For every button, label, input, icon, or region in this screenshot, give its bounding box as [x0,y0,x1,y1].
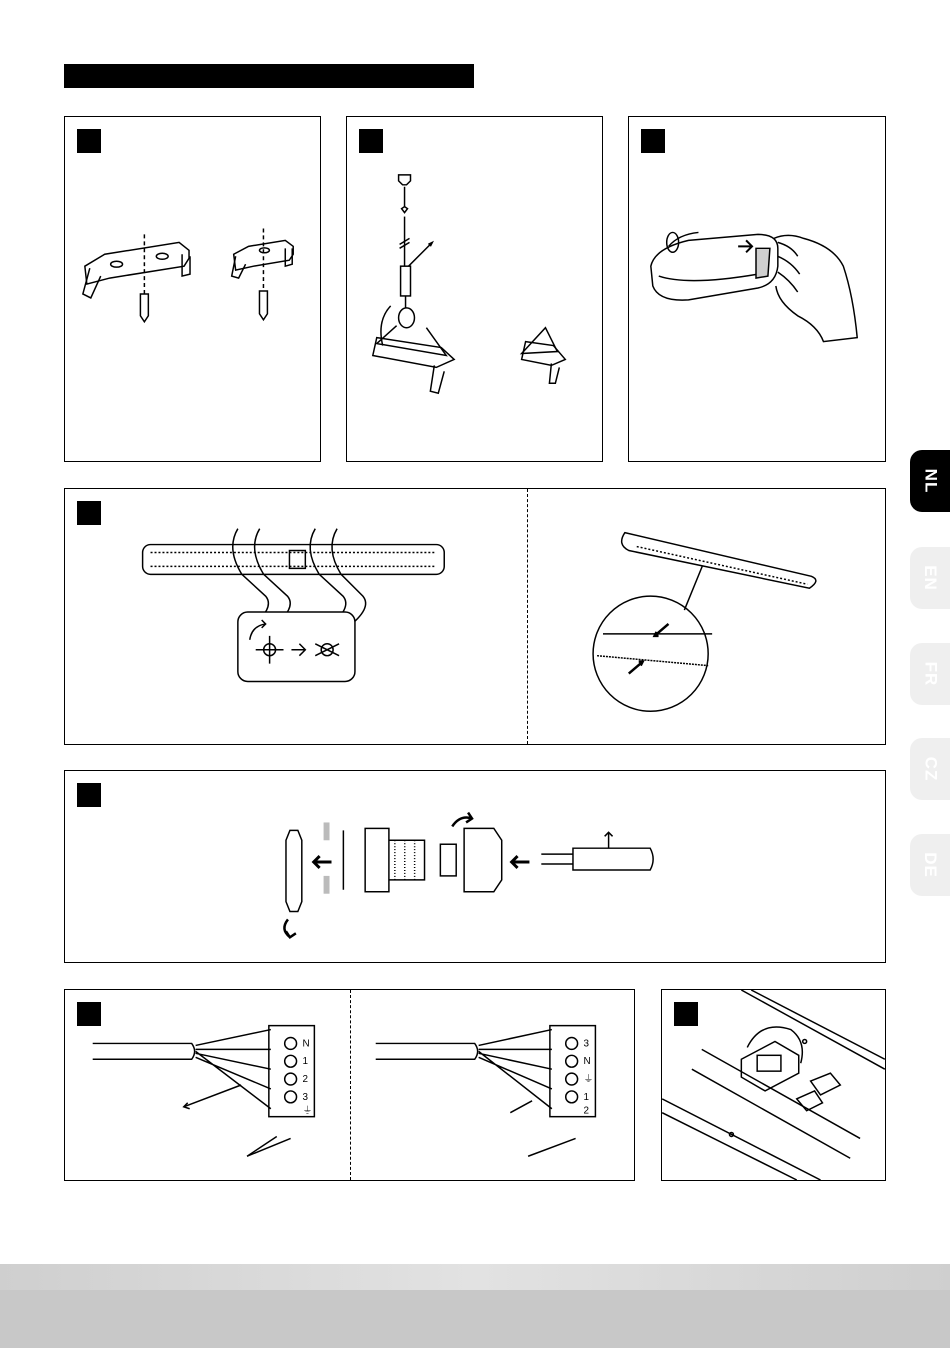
terminal-label: ⏚ [583,1074,594,1086]
hand-closing-clip-illustration [629,117,885,461]
section-title-bar [64,64,474,88]
footer-band [0,1290,950,1348]
step-panel-wiring [64,989,635,1181]
suspension-cable-illustration [347,117,602,461]
terminal-label: 3 [302,1091,308,1103]
step-panel-fixture-opening [64,488,886,745]
terminal-label: N [583,1056,591,1068]
step-panel-mounting-clips [64,116,321,462]
language-tab-cz[interactable] [910,738,950,800]
step-panel-suspension [346,116,603,462]
language-tab-label: CZ [920,756,940,782]
language-tab-en[interactable] [910,547,950,609]
fixture-top-view-illustration [65,489,885,744]
terminal-label: 2 [302,1074,308,1086]
terminal-label: 1 [583,1091,590,1103]
wiring-diagram-illustration [65,990,634,1180]
step-panel-clip-closing [628,116,886,462]
language-tab-label: FR [920,661,940,687]
terminal-label: N [302,1038,310,1050]
mounting-clip-illustration [65,117,320,461]
terminal-label: 3 [583,1038,590,1050]
language-tab-de[interactable] [910,834,950,896]
step-panel-cable-gland [64,770,886,963]
language-tab-nl[interactable] [910,450,950,512]
cable-gland-exploded-illustration [65,771,885,962]
terminal-label: 1 [302,1056,308,1068]
footer-gradient-band [0,1264,950,1290]
language-tab-label: NL [920,468,940,494]
language-tab-label: EN [921,565,940,591]
fixture-interior-illustration [662,990,885,1180]
terminal-label: ⏚ [302,1105,313,1117]
language-tab-fr[interactable] [910,643,950,705]
step-panel-connector-detail [661,989,886,1181]
language-tab-label: DE [921,852,940,878]
terminal-label: 2 [583,1105,590,1117]
